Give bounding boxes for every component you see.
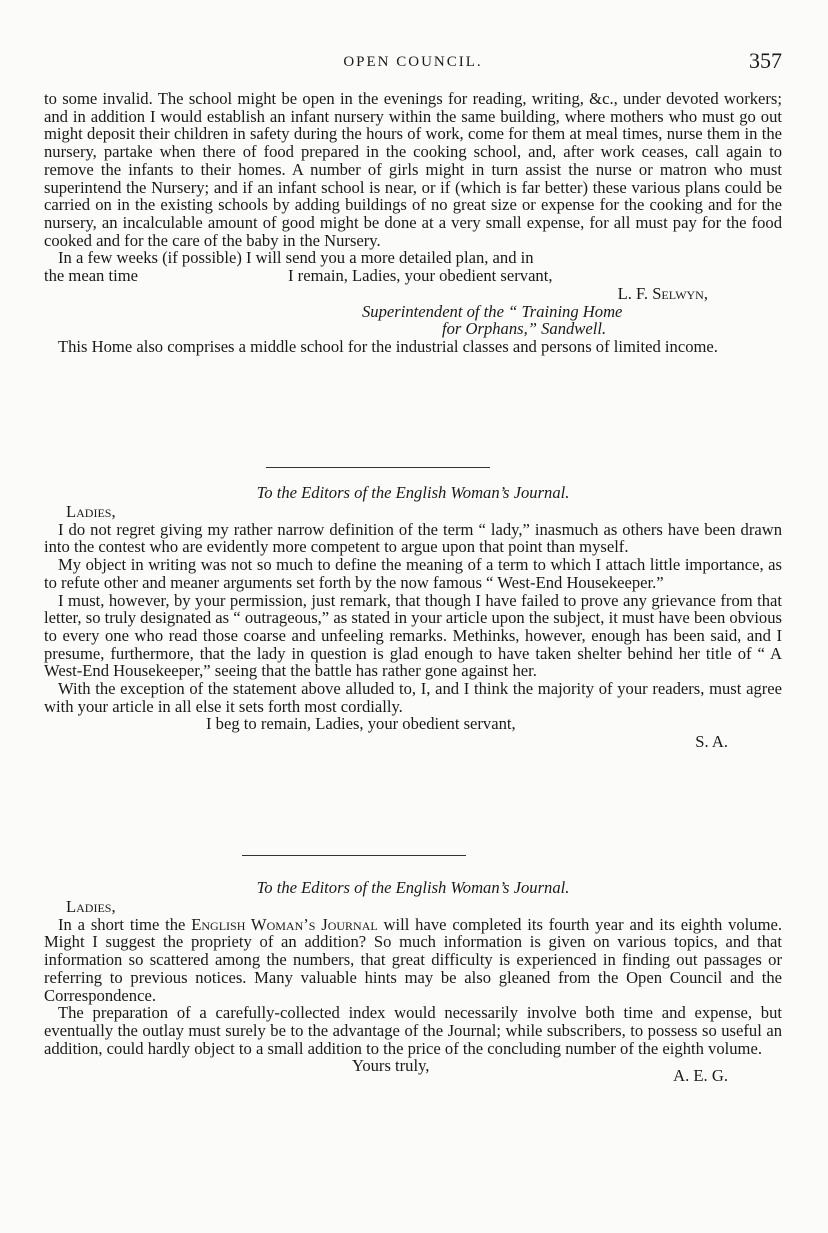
journal-name: English Woman’s Journal xyxy=(191,914,378,934)
letter-3-heading: To the Editors of the English Woman’s Journal. xyxy=(256,878,570,897)
letter-3-signoff xyxy=(44,1057,782,1087)
letter-3-paragraph-2: The preparation of a carefully-collected index would necessarily involve both time and expense, but eventually the outlay must surely be to the advantage of the Journal; while subscribers, to possess so useful an addition, could hardly object to a small addition to the price of the concluding number of the eighth volume. xyxy=(44,1003,782,1058)
letter-3-paragraph-1: In a short time the English Woman’s Journal will have completed its fourth year and its eighth volume. Might I suggest the propriety of an addition? So much information is given on various topics, and that information so scattered among the numbers, that great difficulty is experienced in finding out passages or referring to previous notices. Many valuable hints may be also gleaned from the Open Council and the Correspondence. xyxy=(44,914,782,1005)
letter-3-closing: Yours truly, xyxy=(352,1056,430,1076)
letter-aeg xyxy=(44,898,782,1087)
running-head: OPEN COUNCIL. xyxy=(343,54,483,70)
letter-2-paragraph-3: I must, however, by your permission, just remark, that though I have failed to prove any grievance from that letter, so truly designated as “ outrageous,” as stated in your article upon the subject, it must have been obvious to every one who read those coarse and unfeeling remarks. Methinks, however, enough has been said, and I presume, furthermore, that the lady in question is glad enough to have taken shelter behind her title of “ A West-End Housekeeper,” seeing that the battle has rather gone against her. xyxy=(44,590,782,681)
letter-2-paragraph-1: I do not regret giving my rather narrow definition of the term “ lady,” inasmuch as others have been drawn into the contest who are evidently more competent to argue upon that point than myself. xyxy=(44,519,782,557)
signature-name: L. F. Selwyn, xyxy=(617,284,708,304)
signature-title-1: Superintendent of the “ Training Home xyxy=(362,301,623,321)
letter-3-signature: A. E. G. xyxy=(673,1066,728,1086)
letter-sa xyxy=(44,503,782,751)
divider-2 xyxy=(242,855,466,856)
postscript: This Home also comprises a middle school for the industrial classes and persons of limited income. xyxy=(58,337,718,357)
closing-right: I remain, Ladies, your obedient servant, xyxy=(288,266,553,286)
signature-title-2: for Orphans,” Sandwell. xyxy=(442,319,607,339)
page-header xyxy=(44,48,782,78)
letter-2-closing: I beg to remain, Ladies, your obedient servant, xyxy=(206,714,516,734)
letter-selwyn-closing-line xyxy=(44,267,782,285)
letter-2-heading: To the Editors of the English Woman’s Journal. xyxy=(256,483,570,502)
letter-3-salutation: Ladies, xyxy=(66,897,116,916)
letter-2-signature: S. A. xyxy=(695,732,728,752)
divider-1 xyxy=(266,467,490,468)
letter-2-paragraph-4: With the exception of the statement above alluded to, I, and I think the majority of your readers, must agree with your article in all else it sets forth most cordially. xyxy=(44,679,782,716)
closing-left: the mean time xyxy=(44,266,138,286)
letter-2-paragraph-2: My object in writing was not so much to define the meaning of a term to which I attach little importance, as to refute other and meaner arguments set forth by the now famous “ West-End Housekeeper.” xyxy=(44,555,782,592)
letter-selwyn xyxy=(44,90,782,356)
letter-2-salutation: Ladies, xyxy=(66,502,116,521)
letter-selwyn-paragraph-1: to some invalid. The school might be open in the evenings for reading, writing, &c., under devoted workers; and in addition I would establish an infant nursery within the same building, where mothers who must go out might deposit their children in safety during the hours of work, come for them at meal times, nurse them in the nursery, partake when there of food prepared in the cooking school, and, after work ceases, call again to remove the infants to their homes. A number of girls might in turn assist the nurse or matron who must superintend the Nursery; and if an infant school is near, or if (which is far better) these various plans could be carried on in the existing schools by adding buildings of no great size or expense for the cooking and for the nursery, an incalculable amount of good might be done at a very small expense, for all must pay for the food cooked and for the care of the baby in the Nursery. xyxy=(44,89,782,250)
letter-selwyn-paragraph-2a: In a few weeks (if possible) I will send you a more detailed plan, and in xyxy=(58,248,534,268)
page-number: 357 xyxy=(749,48,782,73)
